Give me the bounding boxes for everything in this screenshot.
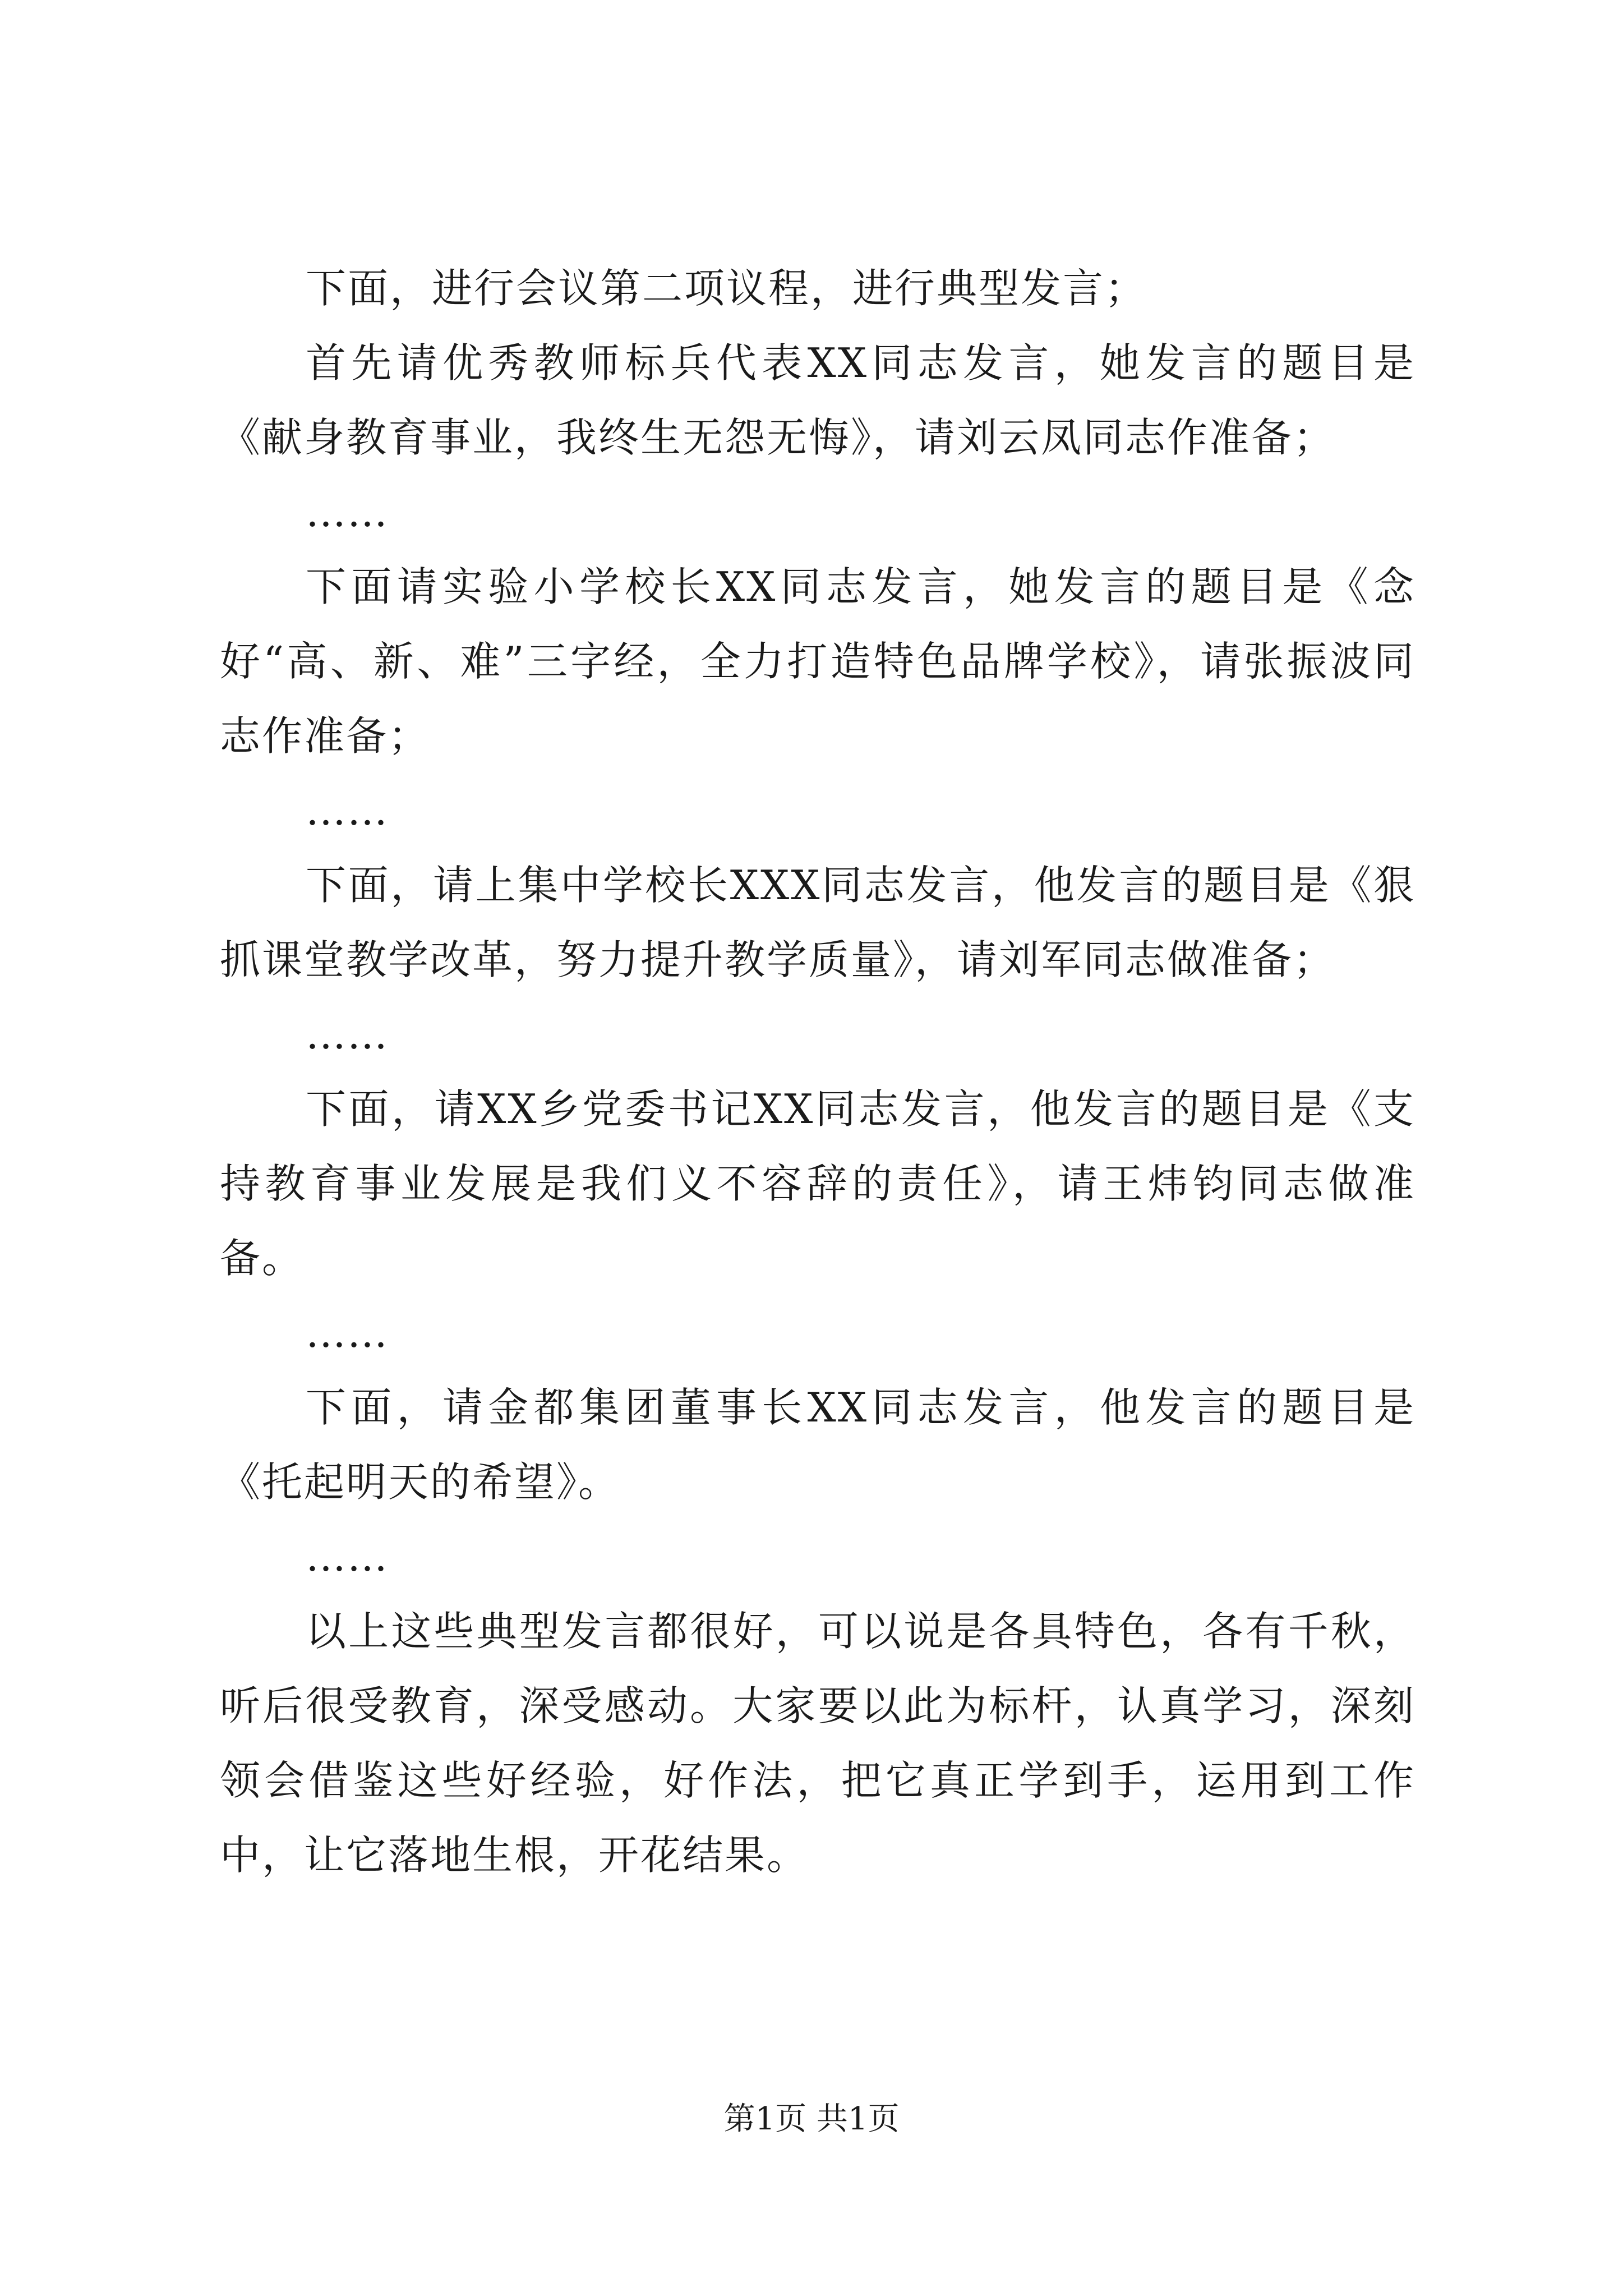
document-body <box>220 251 1415 1893</box>
ellipsis-2: …… <box>306 787 389 834</box>
paragraph-speaker-3: 下面，请上集中学校长XXX同志发言，他发言的题目是《狠抓课堂教学改革，努力提升教学质量》，请刘军同志做准备； <box>220 862 1415 983</box>
paragraph-summary: 以上这些典型发言都很好，可以说是各具特色，各有千秋，听后很受教育，深受感动。大家要以此为标杆，认真学习，深刻领会借鉴这些好经验，好作法，把它真正学到手，运用到工作中，让它落地生根，开花结果。 <box>220 1608 1415 1879</box>
page-number-footer: 第1页 共1页 <box>723 2101 900 2137</box>
ellipsis-3: …… <box>306 1011 389 1058</box>
ellipsis-5: …… <box>306 1533 389 1580</box>
paragraph-agenda-item: 下面，进行会议第二项议程，进行典型发言； <box>306 265 1147 312</box>
ellipsis-4: …… <box>306 1309 389 1356</box>
ellipsis-1: …… <box>306 489 389 536</box>
paragraph-speaker-4: 下面，请XX乡党委书记XX同志发言，他发言的题目是《支持教育事业发展是我们义不容辞的责任》，请王炜钧同志做准备。 <box>220 1085 1415 1282</box>
paragraph-speaker-1: 首先请优秀教师标兵代表XX同志发言，她发言的题目是《献身教育事业，我终生无怨无悔》，请刘云凤同志作准备； <box>220 339 1415 461</box>
paragraph-speaker-5: 下面，请金都集团董事长XX同志发言，他发言的题目是《托起明天的希望》。 <box>220 1384 1415 1506</box>
paragraph-speaker-2: 下面请实验小学校长XX同志发言，她发言的题目是《念好“高、新、难”三字经，全力打造特色品牌学校》，请张振波同志作准备； <box>220 563 1415 760</box>
